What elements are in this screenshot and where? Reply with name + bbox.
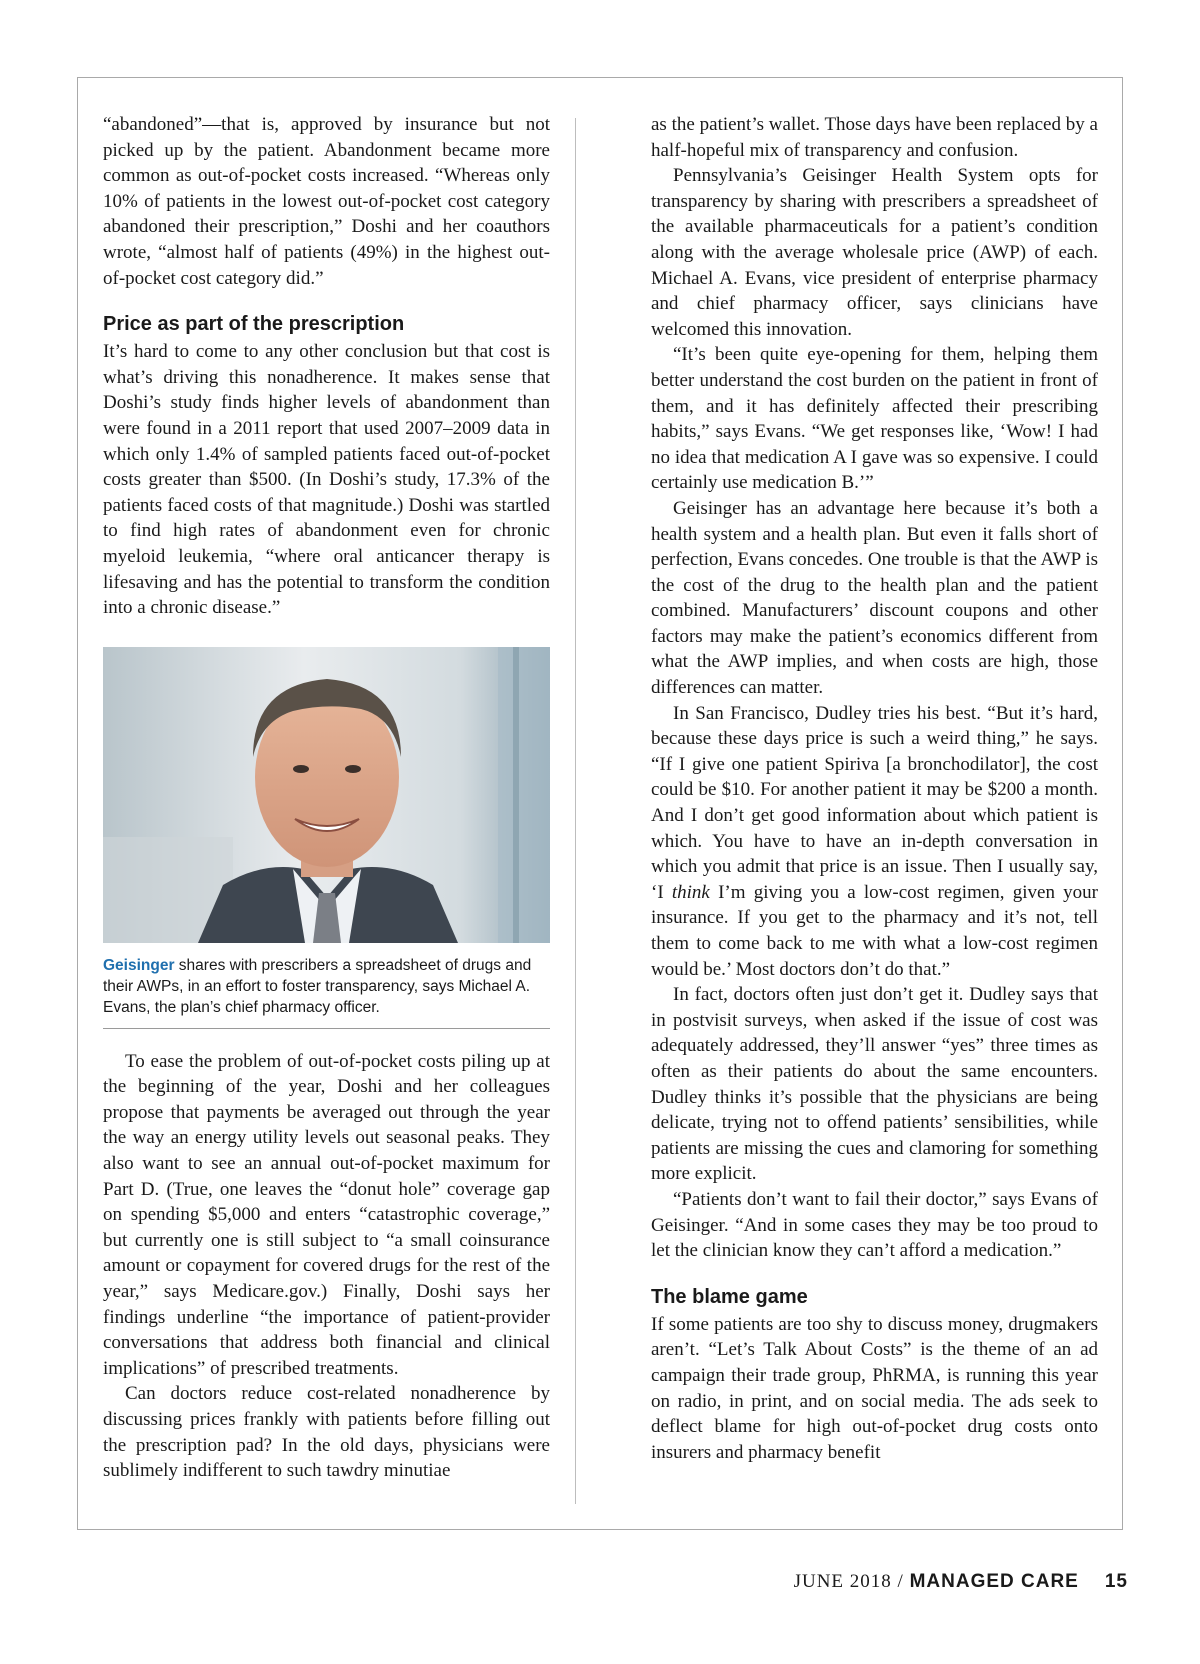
paragraph-shy: If some patients are too shy to discuss money, drugmakers aren’t. “Let’s Talk About Costs” is the theme of an ad campaign their trade group, PhRMA, is running this year on radio, in print, and on social media. The ads seek to deflect blame for high out-of-pocket drug costs onto insurers and pharmacy benefit	[651, 1313, 1098, 1463]
column-divider	[575, 118, 576, 1504]
page-footer	[794, 1571, 1128, 1593]
portrait-photo	[103, 647, 550, 943]
portrait-illustration	[103, 647, 550, 943]
caption-lead: Geisinger	[103, 956, 175, 974]
heading-price-as-part-of-prescription: Price as part of the prescription	[103, 313, 405, 336]
paragraph-price: It’s hard to come to any other conclusion but that cost is what’s driving this nonadherence. It makes sense that Doshi’s study finds higher levels of abandonment than were found in a 2011 report that used 2007–2009 data in which only 1.4% of sampled patients faced out-of-pocket costs greater than $500. (In Doshi’s study, 17.3% of the patients faced costs of that magnitude.) Doshi was startled to find high rates of abandonment even for chronic myeloid leukemia, “where oral anticancer therapy is lifesaving and has the potential to transform the condition into a chronic disease.”	[103, 341, 550, 619]
paragraph-advantage: Geisinger has an advantage here because it’s both a health system and a health plan. But even it falls short of perfection, Evans concedes. One trouble is that the AWP is the cost of the drug to the health plan and the patient combined. Manufacturers’ discount coupons and other factors may make the patient’s economics different from what the AWP implies, and when costs are high, those differences can matter.	[651, 497, 1098, 699]
paragraph-abandoned: “abandoned”—that is, approved by insurance but not picked up by the patient. Abandonment became more common as out-of-pocket costs increased. “Whereas only 10% of patients in the lowest out-of-pocket cost category abandoned their prescription,” Doshi and her coauthors wrote, “almost half of patients (49%) in the highest out-of-pocket cost category did.”	[103, 114, 550, 289]
paragraph-reduce: Can doctors reduce cost-related nonadherence by discussing prices frankly with patients before filling out the prescription pad? In the old days, physicians were sublimely indifferent to such tawdry minutiae	[103, 1383, 550, 1482]
paragraph-fail-doctor: “Patients don’t want to fail their doctor,” says Evans of Geisinger. “And in some cases they may be too proud to let the clinician know they can’t afford a medication.”	[651, 1188, 1098, 1262]
paragraph-ease: To ease the problem of out-of-pocket costs piling up at the beginning of the year, Doshi and her colleagues propose that payments be averaged out through the year the way an energy utility levels out seasonal peaks. They also want to see an annual out-of-pocket maximum for Part D. (True, one leaves the “donut hole” coverage gap on spending $5,000 and enters “catastrophic coverage,” but currently one is still subject to “a small coinsurance amount or copayment for covered drugs for the rest of the year,” says Medicare.gov.) Finally, Doshi says her findings underline “the importance of patient-provider conversations that address both financial and clinical implications” of prescribed treatments.	[103, 1050, 550, 1379]
paragraph-eye-opening: “It’s been quite eye-opening for them, helping them better understand the cost burden on the patient in front of them, and it has definitely affected their prescribing habits,” says Evans. “We get responses like, ‘Wow! I had no idea that medication A I gave was so expensive. I could certainly use medication B.’”	[651, 344, 1098, 494]
paragraph-in-fact: In fact, doctors often just don’t get it. Dudley says that in postvisit surveys, when asked if the issue of cost was adequately addressed, they’ll answer “yes” three times as often as their patients do about the same encounters. Dudley thinks it’s possible that the physicians are being delicate, trying not to offend patients’ sensibilities, while patients are missing the cues and clamoring for something more explicit.	[651, 984, 1098, 1185]
photo-caption	[103, 955, 550, 1029]
page-number: 15	[1104, 1571, 1128, 1592]
sf-text-emphasis: think	[671, 881, 710, 903]
footer-date: JUNE 2018 /	[793, 1571, 910, 1592]
left-column	[103, 112, 550, 1484]
sf-text-part-2: I’m giving you a low-cost regimen, given your insurance. If you get to the pharmacy and it’s not, tell them to come back to me with what a low-cost regimen would be.’ Most doctors don’t do that.”	[651, 881, 1098, 980]
sf-text-part-1: In San Francisco, Dudley tries his best. “But it’s hard, because these days price is such a weird thing,” he says. “If I give one patient Spiriva [a bronchodilator], the cost could be $10. For another patient it may be $200 a month. And I don’t get good information about which patient is which. You have to have an in-depth conversation in which you admit that price is an issue. Then I usually say, ‘I	[651, 702, 1098, 903]
paragraph-wallet: as the patient’s wallet. Those days have been replaced by a half-hopeful mix of transparency and confusion.	[651, 114, 1098, 161]
caption-text: shares with prescribers a spreadsheet of drugs and their AWPs, in an effort to foster transparency, says Michael A. Evans, the plan’s chief pharmacy officer.	[103, 956, 532, 1016]
footer-magazine: MANAGED CARE	[909, 1571, 1079, 1592]
right-column	[651, 112, 1098, 1465]
heading-blame-game: The blame game	[651, 1285, 808, 1308]
paragraph-pennsylvania: Pennsylvania’s Geisinger Health System opts for transparency by sharing with prescribers a spreadsheet of the available pharmaceuticals for a patient’s condition along with the average wholesale price (AWP) of each. Michael A. Evans, vice president of enterprise pharmacy and chief pharmacy officer, says clinicians have welcomed this innovation.	[651, 165, 1098, 340]
paragraph-san-francisco	[651, 701, 1098, 983]
